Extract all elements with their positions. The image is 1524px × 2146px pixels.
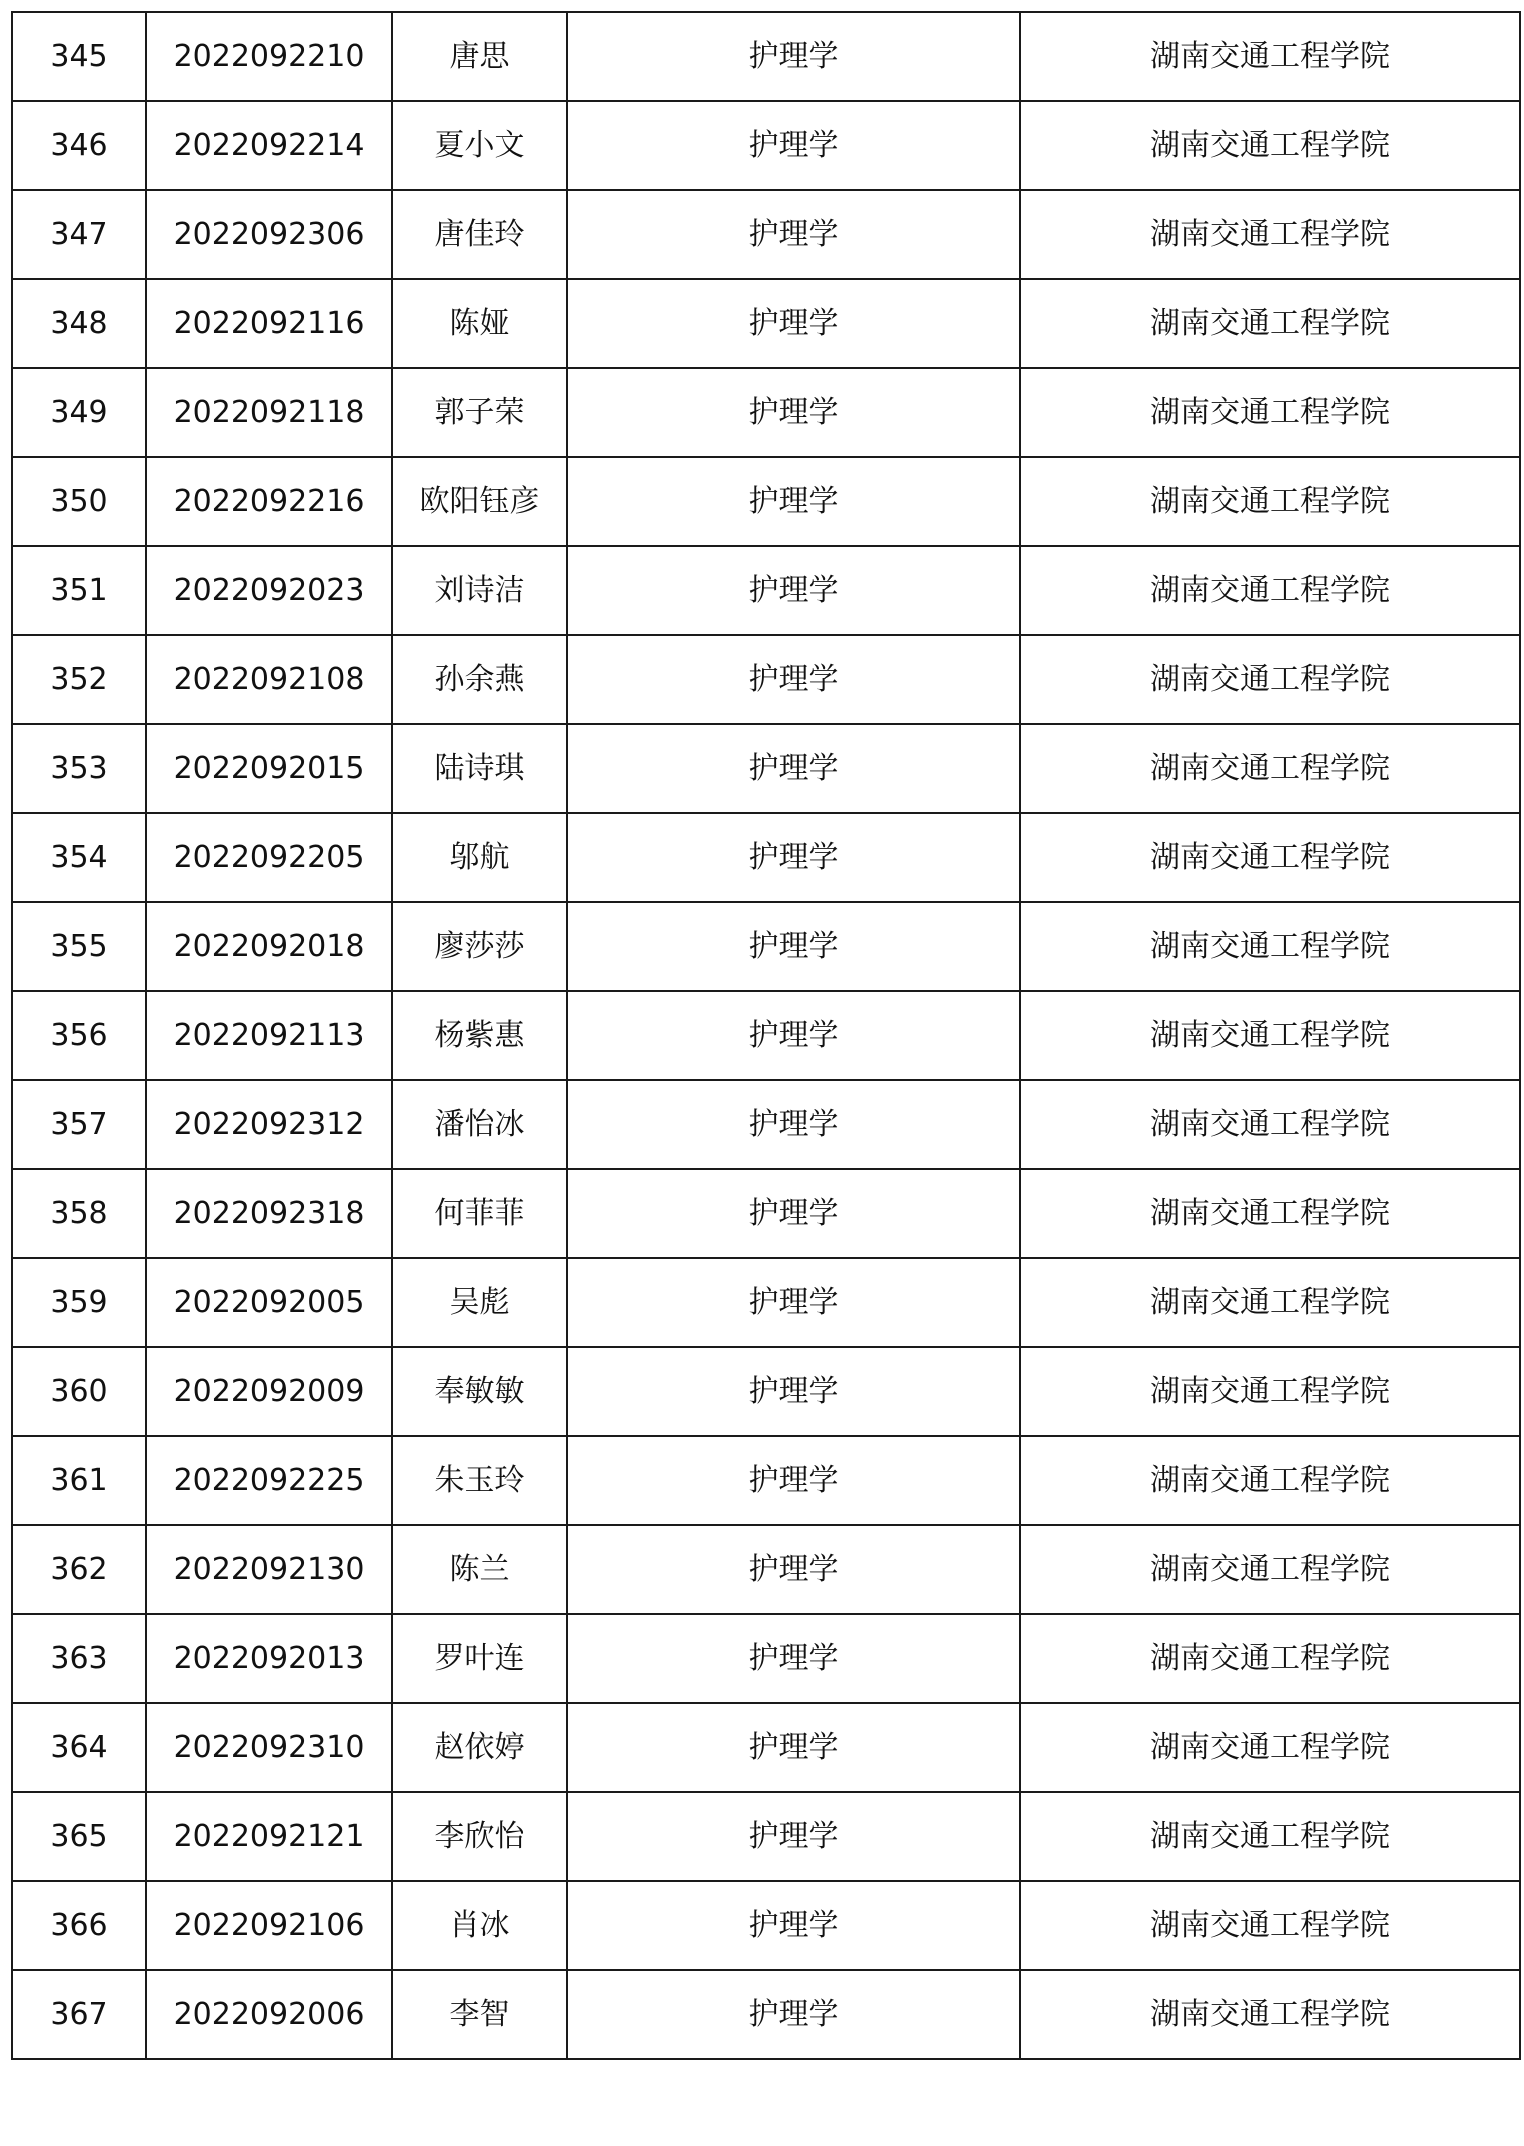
- school-cell: 湖南交通工程学院: [1020, 279, 1520, 368]
- school-cell: 湖南交通工程学院: [1020, 1881, 1520, 1970]
- table-row: [12, 1881, 1520, 1970]
- table-row: [12, 279, 1520, 368]
- table-row: [12, 1080, 1520, 1169]
- table-row: [12, 1970, 1520, 2059]
- row-seq-cell: 346: [12, 101, 146, 190]
- major-cell: 护理学: [567, 1080, 1020, 1169]
- row-seq-cell: 352: [12, 635, 146, 724]
- school-cell: 湖南交通工程学院: [1020, 101, 1520, 190]
- table-row: [12, 190, 1520, 279]
- school-cell: 湖南交通工程学院: [1020, 1703, 1520, 1792]
- row-seq-cell: 362: [12, 1525, 146, 1614]
- school-cell: 湖南交通工程学院: [1020, 190, 1520, 279]
- student-id-cell: 2022092023: [146, 546, 392, 635]
- major-cell: 护理学: [567, 1436, 1020, 1525]
- school-cell: 湖南交通工程学院: [1020, 1436, 1520, 1525]
- student-id-cell: 2022092118: [146, 368, 392, 457]
- student-id-cell: 2022092216: [146, 457, 392, 546]
- row-seq-cell: 364: [12, 1703, 146, 1792]
- major-cell: 护理学: [567, 1703, 1020, 1792]
- row-seq-cell: 351: [12, 546, 146, 635]
- row-seq-cell: 347: [12, 190, 146, 279]
- row-seq-cell: 353: [12, 724, 146, 813]
- school-cell: 湖南交通工程学院: [1020, 1792, 1520, 1881]
- table-row: [12, 1703, 1520, 1792]
- row-seq-cell: 358: [12, 1169, 146, 1258]
- student-id-cell: 2022092108: [146, 635, 392, 724]
- table-row: [12, 1169, 1520, 1258]
- student-name-cell: 奉敏敏: [392, 1347, 567, 1436]
- major-cell: 护理学: [567, 902, 1020, 991]
- major-cell: 护理学: [567, 991, 1020, 1080]
- student-name-cell: 李智: [392, 1970, 567, 2059]
- major-cell: 护理学: [567, 1169, 1020, 1258]
- major-cell: 护理学: [567, 1792, 1020, 1881]
- student-id-cell: 2022092210: [146, 12, 392, 101]
- student-name-cell: 陈娅: [392, 279, 567, 368]
- student-name-cell: 廖莎莎: [392, 902, 567, 991]
- table-row: [12, 635, 1520, 724]
- major-cell: 护理学: [567, 190, 1020, 279]
- table-row: [12, 368, 1520, 457]
- school-cell: 湖南交通工程学院: [1020, 724, 1520, 813]
- student-name-cell: 陈兰: [392, 1525, 567, 1614]
- student-id-cell: 2022092310: [146, 1703, 392, 1792]
- major-cell: 护理学: [567, 1525, 1020, 1614]
- school-cell: 湖南交通工程学院: [1020, 635, 1520, 724]
- major-cell: 护理学: [567, 1258, 1020, 1347]
- major-cell: 护理学: [567, 813, 1020, 902]
- row-seq-cell: 367: [12, 1970, 146, 2059]
- table-row: [12, 1614, 1520, 1703]
- row-seq-cell: 360: [12, 1347, 146, 1436]
- row-seq-cell: 357: [12, 1080, 146, 1169]
- table-row: [12, 902, 1520, 991]
- student-id-cell: 2022092130: [146, 1525, 392, 1614]
- student-id-cell: 2022092106: [146, 1881, 392, 1970]
- student-id-cell: 2022092006: [146, 1970, 392, 2059]
- school-cell: 湖南交通工程学院: [1020, 813, 1520, 902]
- student-id-cell: 2022092018: [146, 902, 392, 991]
- school-cell: 湖南交通工程学院: [1020, 1614, 1520, 1703]
- table-row: [12, 724, 1520, 813]
- student-id-cell: 2022092015: [146, 724, 392, 813]
- table-row: [12, 813, 1520, 902]
- student-id-cell: 2022092005: [146, 1258, 392, 1347]
- major-cell: 护理学: [567, 546, 1020, 635]
- student-name-cell: 何菲菲: [392, 1169, 567, 1258]
- row-seq-cell: 356: [12, 991, 146, 1080]
- major-cell: 护理学: [567, 1970, 1020, 2059]
- major-cell: 护理学: [567, 457, 1020, 546]
- school-cell: 湖南交通工程学院: [1020, 1525, 1520, 1614]
- school-cell: 湖南交通工程学院: [1020, 991, 1520, 1080]
- major-cell: 护理学: [567, 1614, 1020, 1703]
- student-name-cell: 欧阳钰彦: [392, 457, 567, 546]
- student-name-cell: 杨紫惠: [392, 991, 567, 1080]
- row-seq-cell: 366: [12, 1881, 146, 1970]
- table-row: [12, 1258, 1520, 1347]
- table-row: [12, 101, 1520, 190]
- student-name-cell: 赵依婷: [392, 1703, 567, 1792]
- student-id-cell: 2022092113: [146, 991, 392, 1080]
- school-cell: 湖南交通工程学院: [1020, 902, 1520, 991]
- major-cell: 护理学: [567, 368, 1020, 457]
- table-row: [12, 1436, 1520, 1525]
- student-name-cell: 潘怡冰: [392, 1080, 567, 1169]
- student-id-cell: 2022092116: [146, 279, 392, 368]
- major-cell: 护理学: [567, 279, 1020, 368]
- row-seq-cell: 361: [12, 1436, 146, 1525]
- student-name-cell: 郭子荣: [392, 368, 567, 457]
- major-cell: 护理学: [567, 1881, 1020, 1970]
- student-name-cell: 唐佳玲: [392, 190, 567, 279]
- student-name-cell: 邬航: [392, 813, 567, 902]
- row-seq-cell: 350: [12, 457, 146, 546]
- row-seq-cell: 348: [12, 279, 146, 368]
- row-seq-cell: 345: [12, 12, 146, 101]
- table-row: [12, 546, 1520, 635]
- school-cell: 湖南交通工程学院: [1020, 1258, 1520, 1347]
- student-id-cell: 2022092306: [146, 190, 392, 279]
- school-cell: 湖南交通工程学院: [1020, 12, 1520, 101]
- table-row: [12, 1347, 1520, 1436]
- row-seq-cell: 363: [12, 1614, 146, 1703]
- student-id-cell: 2022092205: [146, 813, 392, 902]
- major-cell: 护理学: [567, 724, 1020, 813]
- row-seq-cell: 359: [12, 1258, 146, 1347]
- row-seq-cell: 355: [12, 902, 146, 991]
- major-cell: 护理学: [567, 635, 1020, 724]
- student-name-cell: 肖冰: [392, 1881, 567, 1970]
- student-id-cell: 2022092013: [146, 1614, 392, 1703]
- school-cell: 湖南交通工程学院: [1020, 1169, 1520, 1258]
- table-row: [12, 1792, 1520, 1881]
- student-name-cell: 罗叶连: [392, 1614, 567, 1703]
- school-cell: 湖南交通工程学院: [1020, 1970, 1520, 2059]
- table-row: [12, 12, 1520, 101]
- student-name-cell: 李欣怡: [392, 1792, 567, 1881]
- table-row: [12, 457, 1520, 546]
- row-seq-cell: 365: [12, 1792, 146, 1881]
- student-name-cell: 唐思: [392, 12, 567, 101]
- student-name-cell: 孙余燕: [392, 635, 567, 724]
- table-row: [12, 1525, 1520, 1614]
- student-roster-table: [11, 11, 1521, 2060]
- student-id-cell: 2022092214: [146, 101, 392, 190]
- student-id-cell: 2022092009: [146, 1347, 392, 1436]
- student-id-cell: 2022092318: [146, 1169, 392, 1258]
- student-name-cell: 陆诗琪: [392, 724, 567, 813]
- student-name-cell: 夏小文: [392, 101, 567, 190]
- row-seq-cell: 354: [12, 813, 146, 902]
- major-cell: 护理学: [567, 101, 1020, 190]
- student-id-cell: 2022092312: [146, 1080, 392, 1169]
- major-cell: 护理学: [567, 12, 1020, 101]
- roster-body: [12, 12, 1520, 2059]
- student-name-cell: 刘诗洁: [392, 546, 567, 635]
- row-seq-cell: 349: [12, 368, 146, 457]
- major-cell: 护理学: [567, 1347, 1020, 1436]
- school-cell: 湖南交通工程学院: [1020, 368, 1520, 457]
- school-cell: 湖南交通工程学院: [1020, 546, 1520, 635]
- school-cell: 湖南交通工程学院: [1020, 1347, 1520, 1436]
- student-id-cell: 2022092225: [146, 1436, 392, 1525]
- table-row: [12, 991, 1520, 1080]
- school-cell: 湖南交通工程学院: [1020, 1080, 1520, 1169]
- student-id-cell: 2022092121: [146, 1792, 392, 1881]
- student-name-cell: 朱玉玲: [392, 1436, 567, 1525]
- student-name-cell: 吴彪: [392, 1258, 567, 1347]
- school-cell: 湖南交通工程学院: [1020, 457, 1520, 546]
